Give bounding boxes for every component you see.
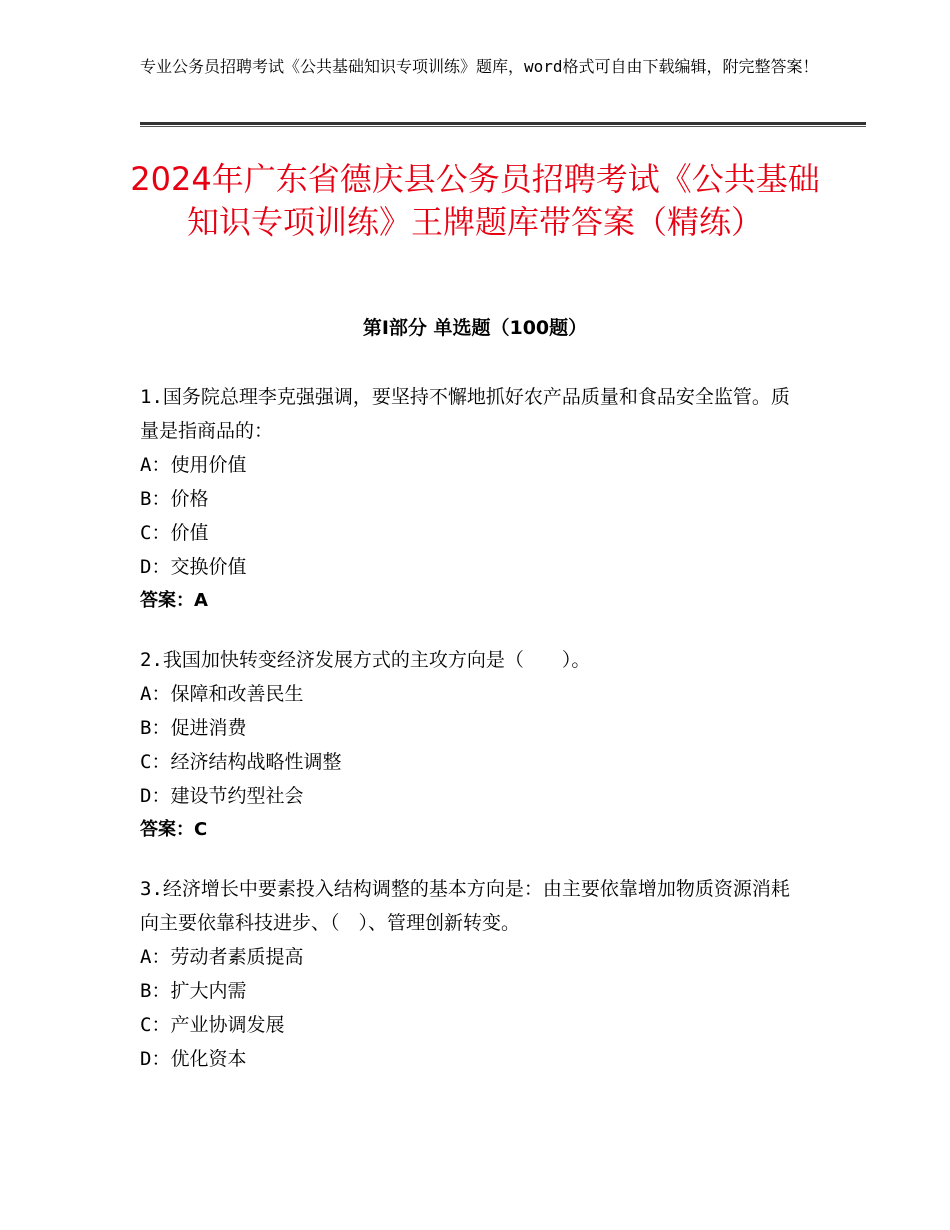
answer-line: 答案：C [140,819,208,840]
question-stem: 1.国务院总理李克强强调，要坚持不懈地抓好农产品质量和食品安全监管。质量是指商品的： [140,386,790,442]
option-b: B：价格 [140,488,209,510]
question-1 [140,380,800,618]
question-stem: 2.我国加快转变经济发展方式的主攻方向是（ ）。 [140,649,591,671]
question-2 [140,643,800,847]
answer-line: 答案：A [140,590,208,611]
question-stem: 3.经济增长中要素投入结构调整的基本方向是：由主要依靠增加物质资源消耗向主要依靠科技进步、（ ）、管理创新转变。 [140,878,790,934]
option-c: C：经济结构战略性调整 [140,751,342,773]
header-note: 专业公务员招聘考试《公共基础知识专项训练》题库，word格式可自由下载编辑，附完整答案！ [140,57,819,76]
option-c: C：产业协调发展 [140,1014,285,1036]
option-d: D：交换价值 [140,556,247,578]
question-3 [140,872,800,1076]
option-a: A：保障和改善民生 [140,683,304,705]
option-b: B：扩大内需 [140,980,247,1002]
question-list [140,380,800,1101]
option-d: D：优化资本 [140,1048,247,1070]
section-heading: 第Ⅰ部分 单选题（100题） [362,317,588,339]
option-b: B：促进消费 [140,717,247,739]
option-d: D：建设节约型社会 [140,785,304,807]
option-a: A：劳动者素质提高 [140,946,304,968]
header-divider-thin [140,126,866,127]
option-a: A：使用价值 [140,454,247,476]
document-title: 2024年广东省德庆县公务员招聘考试《公共基础知识专项训练》王牌题库带答案（精练） [130,160,820,241]
header-divider [140,122,866,125]
option-c: C：价值 [140,522,209,544]
